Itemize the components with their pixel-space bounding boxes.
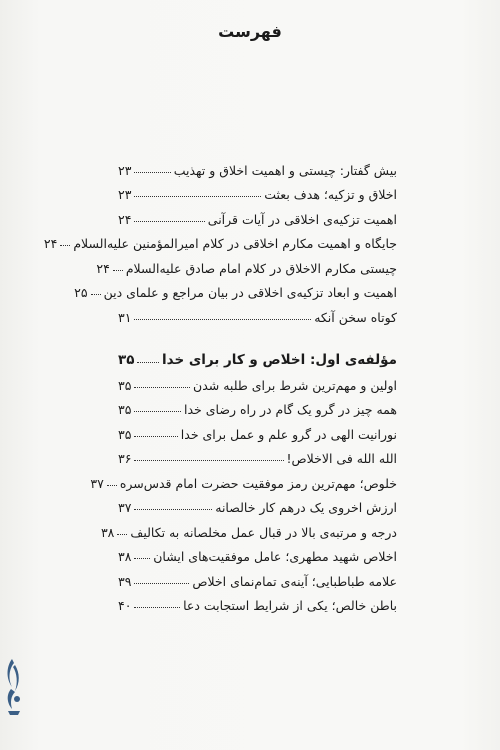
toc-intro-section	[43, 153, 397, 325]
publisher-logo-icon	[2, 655, 28, 717]
toc-row	[90, 466, 397, 491]
toc-entry-title: جایگاه و اهمیت مکارم اخلاقی در کلام امیرالمؤمنین علیه‌السلام	[73, 236, 397, 251]
leader-dots	[134, 319, 311, 320]
toc-entry-title: اهمیت و ابعاد تزکیه‌ی اخلاقی در بیان مراجع و علمای دین	[103, 285, 397, 300]
toc-row	[118, 589, 397, 614]
toc-page-number: ۴۰	[118, 598, 132, 613]
toc-page-number: ۳۵	[118, 426, 132, 442]
toc-row	[43, 227, 397, 252]
toc-entry-title: اهمیت تزکیه‌ی اخلاقی در آیات قرآنی	[207, 211, 397, 227]
toc-row	[74, 276, 397, 301]
toc-page-number: ۲۴	[118, 211, 132, 227]
toc-page-number: ۳۸	[100, 524, 115, 540]
toc-entry-title: بیش گفتار: چیستی و اهمیت اخلاق و تهذیب	[173, 162, 397, 178]
toc-entry-title: کوتاه سخن آنکه	[314, 309, 397, 325]
leader-dots	[91, 294, 101, 295]
toc-page-number: ۲۳	[118, 162, 132, 178]
toc-page-number: ۳۶	[118, 451, 132, 466]
leader-dots	[107, 485, 117, 486]
toc-page-number: ۳۵	[118, 377, 132, 393]
leader-dots	[134, 196, 261, 197]
leader-dots	[134, 436, 177, 437]
leader-dots	[113, 270, 123, 271]
toc-page-number: ۳۵	[118, 402, 132, 417]
toc-row	[118, 153, 397, 178]
toc-row	[118, 491, 397, 516]
page-title: فهرست	[218, 22, 282, 41]
leader-dots	[134, 607, 180, 608]
toc-chapter-1-section	[90, 339, 397, 613]
toc-entry-title: ارزش اخروی یک درهم کار خالصانه	[215, 500, 397, 515]
toc-page-number: ۳۷	[118, 500, 132, 515]
toc-page-number: ۲۵	[74, 285, 88, 300]
toc-page-number: ۲۳	[118, 187, 132, 202]
leader-dots	[134, 509, 212, 510]
chapter-heading-page-number: ۳۵	[118, 352, 135, 368]
chapter-heading-row	[118, 339, 397, 368]
toc-entry-title: درجه و مرتبه‌ی بالا در قبال عمل مخلصانه به تکالیف	[130, 524, 397, 540]
leader-dots	[117, 534, 127, 535]
toc-row	[118, 540, 397, 565]
toc-entry-title: باطن خالص؛ یکی از شرایط استجابت دعا	[183, 598, 397, 613]
leader-dots	[134, 460, 283, 461]
toc-entry-title: نورانیت الهی در گرو علم و عمل برای خدا	[180, 426, 397, 442]
chapter-heading-title: مؤلفه‌ی اول: اخلاص و کار برای خدا	[162, 352, 397, 368]
toc-row	[118, 202, 397, 227]
toc-page-number: ۲۴	[96, 260, 110, 276]
toc-entry-title: اولین و مهم‌ترین شرط برای طلبه شدن	[193, 377, 397, 393]
toc-page-number: ۳۸	[118, 549, 132, 564]
leader-dots	[134, 583, 189, 584]
toc-entry-title: الله الله فی الاخلاص!	[286, 451, 397, 466]
leader-dots	[134, 221, 204, 222]
toc-row	[118, 442, 397, 467]
toc-row	[118, 368, 397, 393]
leader-dots	[137, 362, 159, 363]
toc-entry-title: اخلاق و تزکیه؛ هدف بعثت	[264, 187, 397, 202]
toc-row	[118, 417, 397, 442]
leader-dots	[60, 245, 70, 246]
toc-row	[100, 515, 397, 540]
toc-entry-title: علامه طباطبایی؛ آینه‌ی تمام‌نمای اخلاص	[192, 573, 397, 589]
leader-dots	[134, 558, 150, 559]
toc-entry-title: چیستی مکارم الاخلاق در کلام امام صادق علیه‌السلام	[125, 260, 397, 276]
leader-dots	[134, 387, 190, 388]
toc-page-number: ۳۱	[118, 309, 132, 325]
leader-dots	[134, 411, 181, 412]
toc-row	[118, 564, 397, 589]
toc-entry-title: اخلاص شهید مطهری؛ عامل موفقیت‌های ایشان	[153, 549, 397, 564]
toc-row	[118, 393, 397, 418]
toc-page-number: ۲۴	[43, 236, 58, 251]
toc-entry-title: همه چیز در گرو یک گام در راه رضای خدا	[184, 402, 397, 417]
toc-page-number: ۳۷	[90, 475, 104, 491]
toc-page-number: ۳۹	[118, 573, 132, 589]
leader-dots	[134, 172, 170, 173]
toc-row	[118, 178, 397, 203]
toc-entry-title: خلوص؛ مهم‌ترین رمز موفقیت حضرت امام قدس‌سره	[119, 475, 397, 491]
toc-row	[118, 300, 397, 325]
toc-row	[96, 251, 397, 276]
